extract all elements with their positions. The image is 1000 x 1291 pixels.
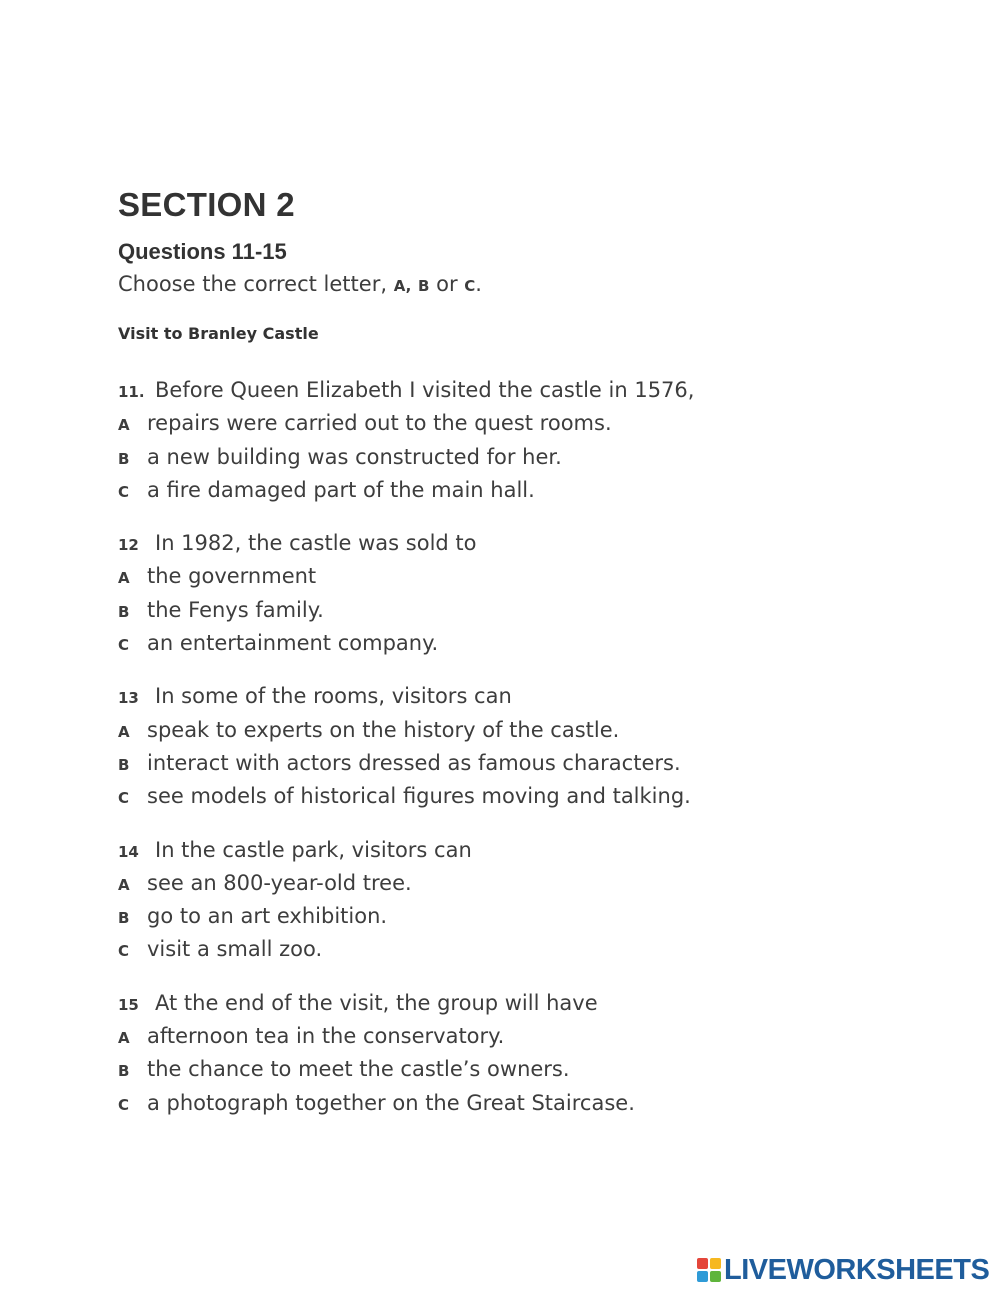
answer-option-b[interactable] — [118, 901, 958, 934]
option-text: afternoon tea in the conservatory. — [147, 1024, 505, 1049]
question-text: At the end of the visit, the group will have — [155, 990, 598, 1015]
option-letter: C — [118, 789, 130, 808]
logo-block-red — [697, 1258, 708, 1269]
question-number: 11. — [118, 383, 145, 401]
question-12 — [118, 528, 958, 661]
question-number: 13 — [118, 689, 139, 708]
option-letter: B — [118, 602, 130, 621]
answer-option-c[interactable] — [118, 934, 958, 967]
logo-text: LIVEWORKSHEETS — [724, 1253, 990, 1286]
question-stem — [118, 988, 958, 1021]
option-text: the Fenys family. — [147, 597, 324, 622]
option-letter: A — [118, 875, 130, 894]
option-text: repairs were carried out to the quest rooms. — [147, 411, 612, 436]
worksheet-page — [118, 183, 958, 1121]
question-13 — [118, 681, 958, 814]
option-text: speak to experts on the history of the castle. — [147, 717, 620, 742]
question-11 — [118, 375, 958, 508]
question-stem — [118, 835, 958, 868]
questions-range: Questions 11-15 — [118, 239, 287, 264]
option-letter: A — [118, 416, 130, 435]
answer-option-b[interactable] — [118, 442, 958, 475]
answer-option-c[interactable] — [118, 781, 958, 814]
answer-option-a[interactable] — [118, 561, 958, 594]
option-letter: C — [118, 942, 130, 961]
option-letter: C — [118, 1095, 130, 1114]
question-number: 15 — [118, 995, 139, 1014]
logo-block-green — [710, 1271, 721, 1282]
liveworksheets-logo-icon — [697, 1258, 721, 1282]
question-text: In some of the rooms, visitors can — [155, 684, 512, 709]
instruction-letter-c: C — [464, 277, 476, 295]
question-text: In the castle park, visitors can — [155, 837, 472, 862]
option-letter: A — [118, 1029, 130, 1048]
liveworksheets-logo — [697, 1255, 989, 1285]
question-stem — [118, 528, 958, 561]
option-letter: A — [118, 569, 130, 588]
answer-option-a[interactable] — [118, 715, 958, 748]
logo-block-blue — [697, 1271, 708, 1282]
answer-option-b[interactable] — [118, 1054, 958, 1087]
option-letter: B — [118, 449, 130, 468]
option-text: an entertainment company. — [147, 631, 439, 656]
option-letter: C — [118, 482, 130, 501]
answer-option-b[interactable] — [118, 748, 958, 781]
answer-option-a[interactable] — [118, 868, 958, 901]
section-title: SECTION 2 — [118, 186, 295, 223]
question-number: 14 — [118, 842, 139, 861]
passage-subtitle: Visit to Branley Castle — [118, 324, 319, 343]
question-15 — [118, 988, 958, 1121]
option-text: visit a small zoo. — [147, 937, 323, 962]
answer-option-c[interactable] — [118, 628, 958, 661]
answer-option-b[interactable] — [118, 595, 958, 628]
question-text: Before Queen Elizabeth I visited the castle in 1576, — [155, 378, 695, 402]
option-letter: B — [118, 755, 130, 774]
instruction-or: or — [436, 272, 458, 296]
instruction-end: . — [475, 272, 482, 296]
question-stem — [118, 681, 958, 714]
option-text: see an 800-year-old tree. — [147, 870, 412, 895]
instruction-letter-b: B — [417, 277, 430, 295]
option-letter: C — [118, 636, 130, 655]
answer-option-c[interactable] — [118, 475, 958, 508]
option-letter: B — [118, 909, 130, 928]
option-letter: A — [118, 722, 130, 741]
option-text: interact with actors dressed as famous characters. — [147, 750, 681, 775]
option-text: go to an art exhibition. — [147, 904, 388, 929]
option-text: the chance to meet the castle’s owners. — [147, 1057, 570, 1082]
option-text: a new building was constructed for her. — [147, 444, 562, 469]
instruction-prefix: Choose the correct letter, — [118, 272, 388, 296]
question-number: 12 — [118, 536, 139, 555]
question-14 — [118, 835, 958, 968]
answer-option-a[interactable] — [118, 1021, 958, 1054]
option-text: the government — [147, 564, 317, 589]
option-letter: B — [118, 1062, 130, 1081]
question-list — [118, 375, 958, 1121]
question-stem — [118, 375, 958, 408]
instruction — [118, 267, 958, 303]
answer-option-c[interactable] — [118, 1088, 958, 1121]
question-text: In 1982, the castle was sold to — [155, 531, 477, 556]
logo-block-yellow — [710, 1258, 721, 1269]
instruction-letter-a: A, — [393, 277, 412, 295]
option-text: a photograph together on the Great Staircase. — [147, 1090, 635, 1115]
answer-option-a[interactable] — [118, 408, 958, 441]
option-text: a fire damaged part of the main hall. — [147, 477, 535, 502]
option-text: see models of historical figures moving and talking. — [147, 784, 691, 809]
